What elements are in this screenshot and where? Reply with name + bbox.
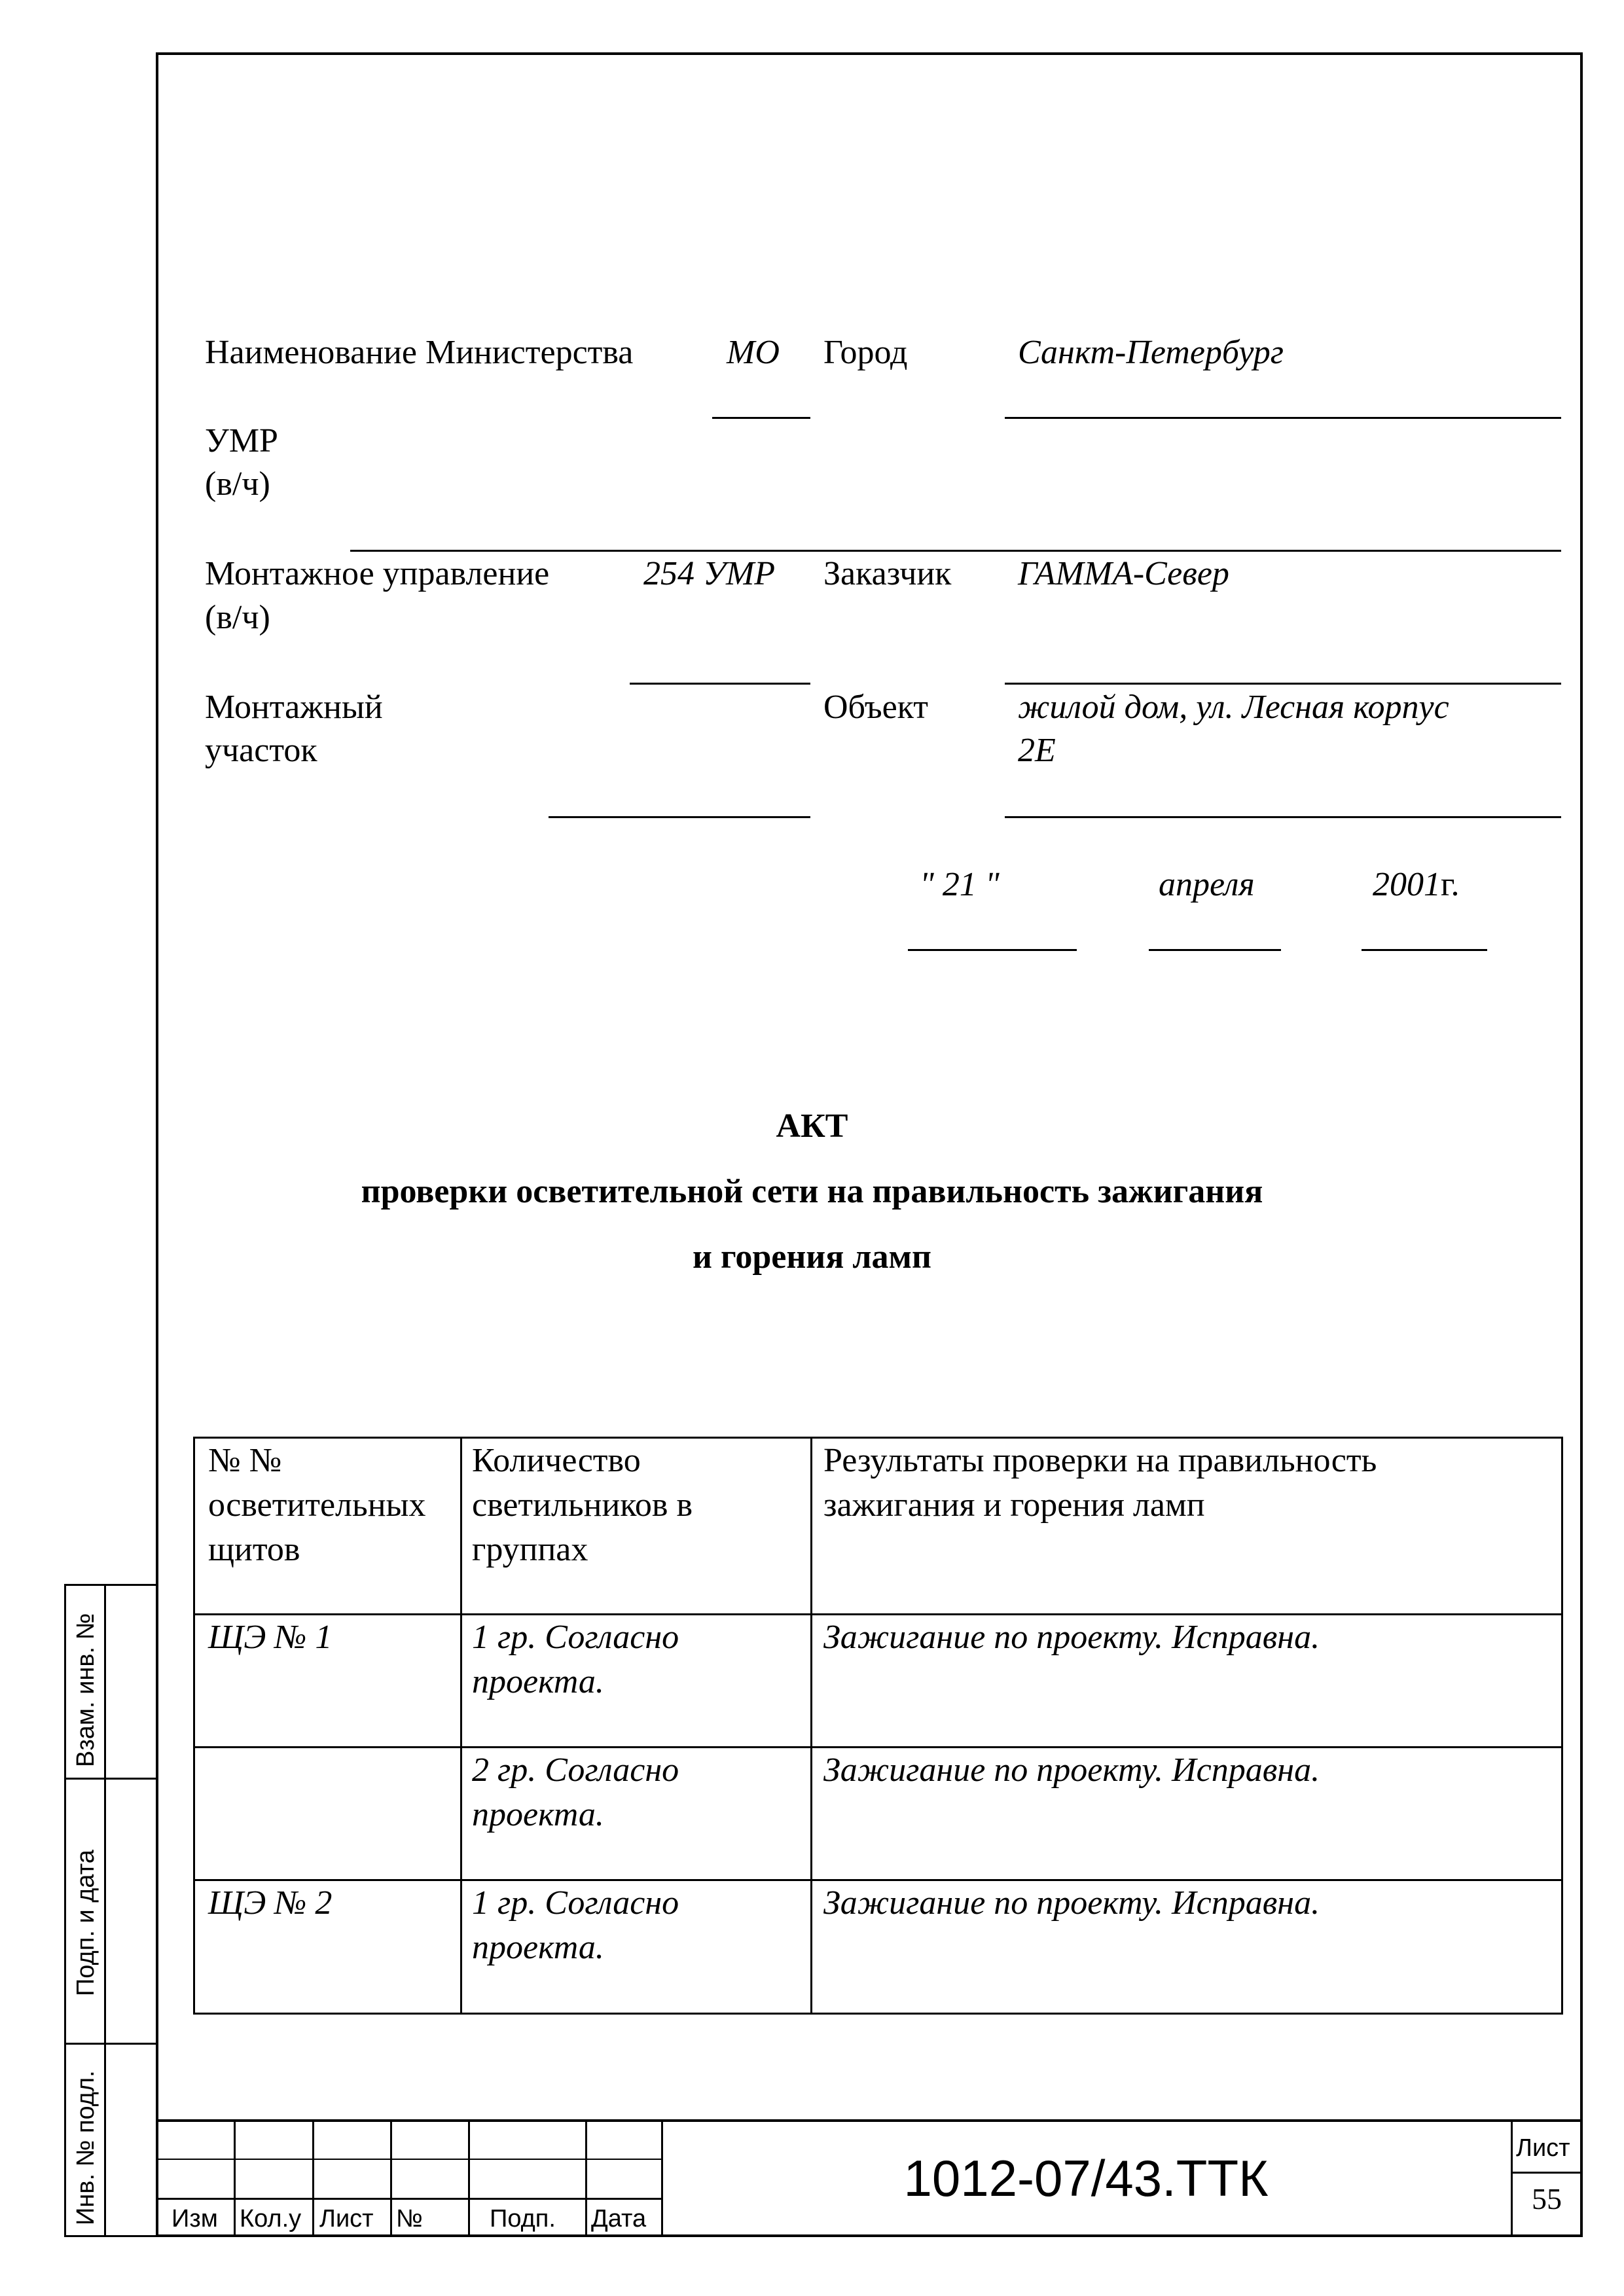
ministry-label: Наименование Министерства [205,334,634,371]
city-label: Город [823,334,908,371]
stamp-col-kolu: Кол.у [240,2205,302,2233]
sheet-number: 55 [1532,2182,1562,2215]
header-text: Результаты проверки на правильность [823,1442,1377,1479]
ministry-value: МО [727,334,780,371]
qty-text: проекта. [472,1796,604,1833]
table-col-divider [460,1439,462,2013]
date-year-underline [1362,949,1487,951]
date-year: 2001 [1373,866,1441,903]
stamp-col-data: Дата [591,2205,647,2233]
customer-underline [1005,683,1561,685]
table-header-panels [208,1439,426,1572]
header-text: Количество [472,1442,641,1479]
date-day: " 21 " [920,866,1000,903]
table-cell-panel: ЩЭ № 1 [208,1619,333,1656]
mu-label: Монтажное управление [205,555,550,592]
umr-label-sub: (в/ч) [205,465,270,503]
city-value: Санкт-Петербург [1018,334,1284,371]
date-month: апреля [1159,866,1255,903]
side-label-inv: Инв. № подл. [72,2070,99,2225]
header-text: щитов [208,1531,300,1568]
header-text: осветительных [208,1486,426,1524]
act-subtitle: проверки осветительной сети на правильность зажигания [361,1173,1263,1210]
mu-underline [630,683,810,685]
act-subtitle-line2: и горения ламп [693,1238,931,1276]
side-stamp-divider [66,1778,156,1780]
date-day-underline [908,949,1077,951]
table-cell-result: Зажигание по проекту. Исправна. [823,1619,1320,1656]
table-col-divider [810,1439,812,2013]
stamp-grid-col [1511,2119,1513,2237]
stamp-grid-col [312,2119,314,2237]
customer-label: Заказчик [823,555,952,592]
document-code: 1012-07/43.ТТК [903,2149,1269,2207]
table-header-qty [472,1439,693,1572]
side-stamp-divider [66,2043,156,2045]
qty-text: 1 гр. Согласно [472,1884,679,1922]
stamp-sheet-divider [1511,2172,1583,2174]
customer-value: ГАММА-Север [1018,555,1229,592]
table-header-result [823,1439,1377,1528]
stamp-col-podp: Подп. [490,2205,556,2233]
side-label-vzam: Взам. инв. № [72,1613,99,1767]
side-label-podp: Подп. и дата [72,1850,99,1996]
object-value-line2: 2Е [1018,732,1056,769]
city-underline [1005,417,1561,419]
qty-text: проекта. [472,1929,604,1966]
mu-label-sub: (в/ч) [205,599,270,636]
table-cell-result: Зажигание по проекту. Исправна. [823,1751,1320,1789]
date-year-group [1373,863,1459,907]
inspection-table [193,1437,1563,2015]
site-label: Монтажный [205,689,383,726]
table-cell-qty [472,1748,679,1837]
mu-value: 254 УМР [643,555,776,592]
site-label-sub: участок [205,732,317,769]
table-cell-panel: ЩЭ № 2 [208,1884,333,1922]
object-label: Объект [823,689,928,726]
umr-label: УМР [205,422,278,459]
act-title: АКТ [776,1107,848,1145]
header-text: № № [208,1442,282,1479]
header-text: зажигания и горения ламп [823,1486,1205,1524]
stamp-grid-col [585,2119,587,2237]
qty-text: 2 гр. Согласно [472,1751,679,1789]
side-stamp-divider [104,1586,106,2235]
header-text: группах [472,1531,588,1568]
object-value: жилой дом, ул. Лесная корпус [1018,689,1449,726]
site-underline [549,816,810,818]
table-cell-qty [472,1615,679,1704]
stamp-col-izm: Изм [171,2205,218,2233]
object-underline [1005,816,1561,818]
stamp-grid-col [234,2119,236,2237]
qty-text: 1 гр. Согласно [472,1619,679,1656]
stamp-col-list: Лист [319,2205,374,2233]
sheet-label: Лист [1516,2134,1570,2162]
stamp-col-num: № [396,2205,423,2233]
date-year-suffix: г. [1441,866,1460,903]
date-month-underline [1149,949,1281,951]
table-cell-result: Зажигание по проекту. Исправна. [823,1884,1320,1922]
ministry-underline [712,417,810,419]
header-text: светильников в [472,1486,693,1524]
table-cell-qty [472,1881,679,1970]
stamp-grid-col [468,2119,470,2237]
qty-text: проекта. [472,1663,604,1700]
stamp-grid-col [390,2119,392,2237]
